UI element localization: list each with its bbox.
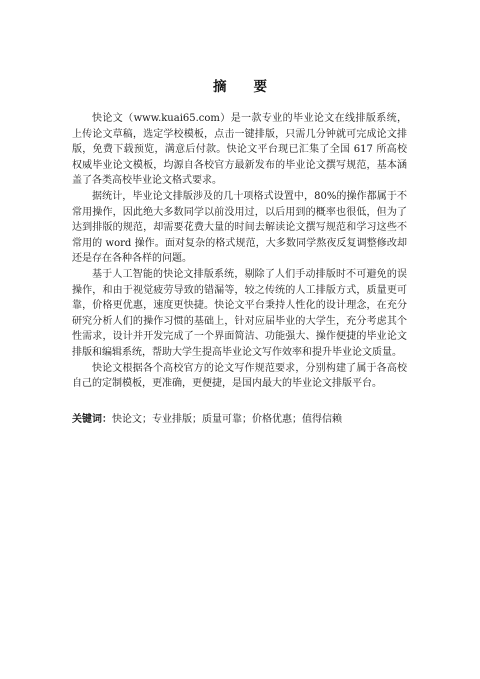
keywords-line	[72, 412, 407, 427]
abstract-body	[72, 111, 407, 392]
keywords-label: 关键词：	[72, 414, 112, 425]
abstract-paragraph-1: 快论文（www.kuai65.com）是一款专业的毕业论文在线排版系统，上传论文草稿，选定学校模板，点击一键排版，只需几分钟就可完成论文排版，免费下载预览，满意后付款。快论文平台现已汇集了全国 617 所高校权威毕业论文模板，均源自各校官方最新发布的毕业论文撰写规范，基本涵盖了各类高校毕业论文格式要求。	[72, 113, 407, 187]
abstract-paragraph-2: 据统计，毕业论文排版涉及的几十项格式设置中，80%的操作都属于不常用操作，因此绝大多数同学以前没用过，以后用到的概率也很低，但为了达到排版的规范，却需要花费大量的时间去解读论文撰写规范和学习这些不常用的 word 操作。面对复杂的格式规范，大多数同学熬夜反复调整修改却还是存在各种各样的问题。	[72, 190, 407, 265]
keywords-text: 快论文；专业排版；质量可靠；价格优惠；值得信赖	[112, 414, 342, 425]
page-title: 摘要	[213, 79, 294, 95]
abstract-paragraph-4: 快论文根据各个高校官方的论文写作规范要求，分别构建了属于各高校自己的定制模板，更准确，更便捷，是国内最大的毕业论文排版平台。	[72, 362, 407, 390]
abstract-paragraph-3: 基于人工智能的快论文排版系统，剔除了人们手动排版时不可避免的误操作，和由于视觉疲劳导致的错漏等，较之传统的人工排版方式，质量更可靠，价格更优惠，速度更快捷。快论文平台秉持人性化的设计理念，在充分研究分析人们的操作习惯的基础上，针对应届毕业的大学生，充分考虑其个性需求，设计并开发完成了一个界面简洁、功能强大、操作便捷的毕业论文排版和编辑系统，帮助大学生提高毕业论文写作效率和提升毕业论文质量。	[72, 268, 407, 358]
